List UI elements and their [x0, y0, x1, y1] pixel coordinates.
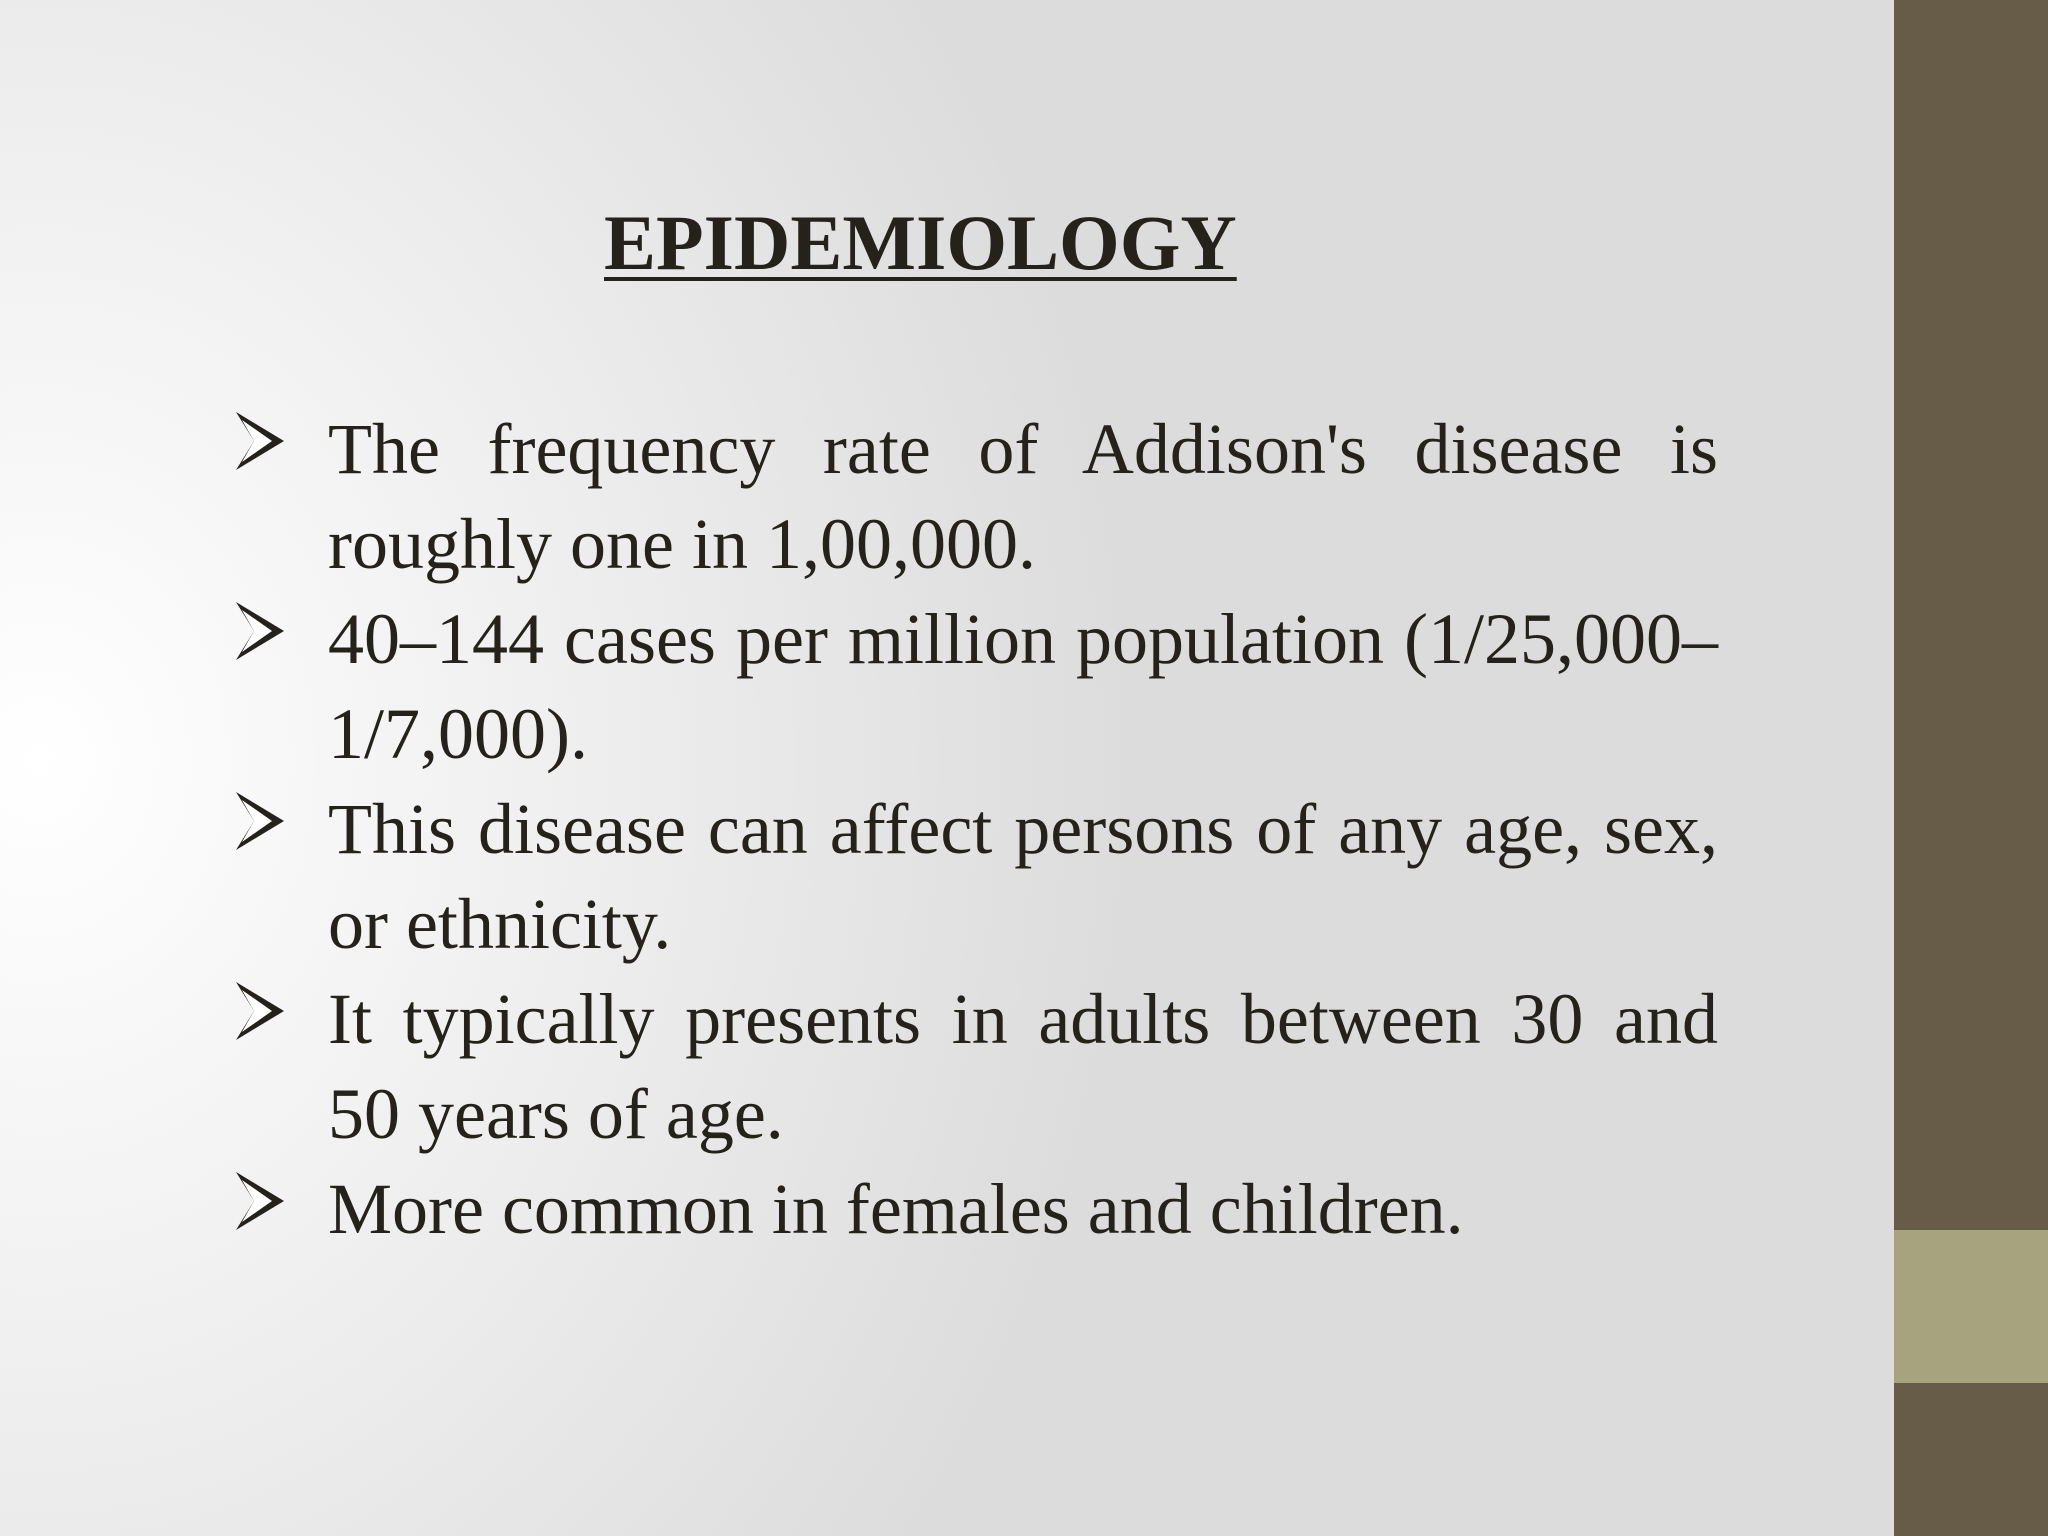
bullet-text: The frequency rate of Addison's disease is roughly one in 1,00,000.: [328, 409, 1718, 584]
bullet-item: [228, 1162, 1718, 1257]
arrowhead-bullet-icon: [232, 976, 288, 1046]
arrowhead-bullet-icon: [232, 1166, 288, 1236]
bullet-text: 40–144 cases per million population (1/25,000–1/7,000).: [328, 599, 1718, 774]
arrowhead-bullet-icon: [232, 786, 288, 856]
bullet-item: [228, 972, 1718, 1162]
slide-title: EPIDEMIOLOGY: [604, 199, 1237, 286]
bullet-item: [228, 592, 1718, 782]
arrowhead-bullet-icon: [232, 596, 288, 666]
arrowhead-bullet-icon: [232, 406, 288, 476]
bullet-item: [228, 782, 1718, 972]
bullet-text: More common in females and children.: [328, 1169, 1464, 1249]
bullet-item: [228, 402, 1718, 592]
bullet-text: This disease can affect persons of any age, sex, or ethnicity.: [328, 789, 1718, 964]
bullet-text: It typically presents in adults between 30 and 50 years of age.: [328, 979, 1718, 1154]
decorative-sidebar-accent: [1894, 1230, 2048, 1383]
bullet-list: [228, 402, 1718, 1257]
